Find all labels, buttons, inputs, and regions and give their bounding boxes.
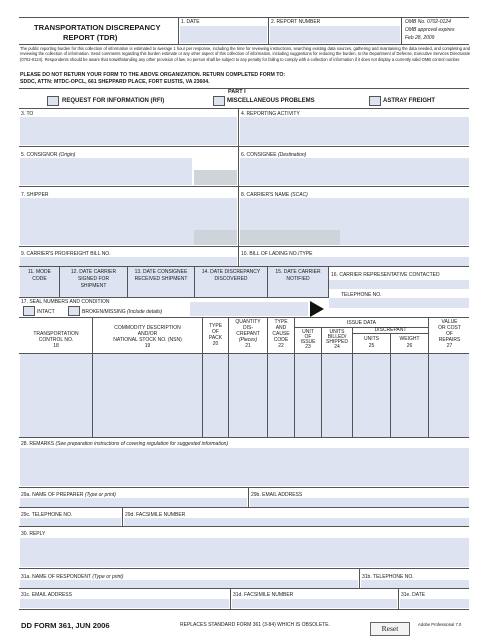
pro-bill-field[interactable] <box>20 257 237 266</box>
report-number-label: 2. REPORT NUMBER <box>271 19 321 25</box>
omb-number: OMB No. 0702-0124 <box>405 19 451 25</box>
cause-header-5: 22 <box>278 343 284 349</box>
value-header-3: OF <box>446 331 453 337</box>
carrier-signed-label-1: 12. DATE CARRIER <box>70 269 117 275</box>
report-number-field[interactable] <box>270 26 400 43</box>
tcn-header-2: CONTROL NO. <box>38 337 74 343</box>
pack-header-3: PACK <box>208 335 223 341</box>
cause-header-2: AND <box>275 325 287 331</box>
carrier-signed-label-3: SHIPMENT <box>80 283 107 289</box>
preparer-fax-label: 29d. FACSIMILE NUMBER <box>125 512 186 518</box>
carrier-notified-label-1: 15. DATE CARRIER <box>275 269 321 275</box>
respondent-name-field[interactable] <box>20 580 358 588</box>
quantity-cell[interactable] <box>229 354 267 437</box>
carrier-rep-field[interactable] <box>329 280 469 289</box>
misc-problems-checkbox[interactable] <box>213 96 225 106</box>
tcn-header-3: 18 <box>53 343 59 349</box>
carrier-rep-phone-field[interactable] <box>329 298 469 308</box>
commodity-header-4: 19 <box>144 343 151 349</box>
seal-intact-checkbox[interactable] <box>23 306 35 316</box>
discrepant-header: DISCREPANT <box>374 327 407 333</box>
units-billed-cell[interactable] <box>322 354 352 437</box>
qty-header-2: DIS- <box>243 325 253 331</box>
cause-header-4: CODE <box>273 337 289 343</box>
respondent-phone-field[interactable] <box>361 580 469 588</box>
date-field[interactable] <box>180 26 267 43</box>
discrepancy-discovered-label-1: 14. DATE DISCREPANCY <box>201 269 261 275</box>
consignee-field[interactable] <box>240 158 469 185</box>
astray-freight-label: ASTRAY FREIGHT <box>383 98 436 104</box>
respondent-date-field[interactable] <box>400 599 469 608</box>
respondent-fax-field[interactable] <box>232 599 397 608</box>
consignee-label: 6. CONSIGNEE (Destination) <box>241 152 307 158</box>
billed-header-1: UNITS <box>329 329 345 335</box>
value-cell[interactable] <box>429 354 469 437</box>
misc-problems-label: MISCELLANEOUS PROBLEMS <box>227 98 315 104</box>
respondent-phone-label: 31b. TELEPHONE NO. <box>362 574 414 580</box>
preparer-phone-field[interactable] <box>20 518 121 526</box>
preparer-fax-field[interactable] <box>124 518 469 526</box>
shipper-label: 7. SHIPPER <box>21 192 49 198</box>
uoi-header-3: ISSUE <box>300 339 316 345</box>
weight-header-2: 26 <box>406 343 413 349</box>
issue-data-header: ISSUE DATA <box>347 320 376 326</box>
carrier-scac-field[interactable] <box>240 230 340 245</box>
reply-label: 30. REPLY <box>21 531 46 537</box>
seal-numbers-field[interactable] <box>190 302 308 316</box>
seal-label: 17. SEAL NUMBERS AND CONDITION <box>21 299 110 305</box>
pack-cell[interactable] <box>203 354 228 437</box>
consignee-received-label-1: 13. DATE CONSIGNEE <box>134 269 188 275</box>
carrier-rep-label: 16. CARRIER REPRESENTATIVE CONTACTED <box>331 272 440 278</box>
preparer-email-label: 29b. EMAIL ADDRESS <box>251 492 303 498</box>
billed-header-2: BILLED/ <box>327 334 347 340</box>
part1-title: PART I <box>228 89 246 95</box>
commodity-header-1: COMMODITY DESCRIPTION <box>114 325 181 331</box>
software-note: Adobe Professional 7.0 <box>418 622 462 627</box>
qty-header-4: (Pieces) <box>238 337 258 343</box>
rfi-label: REQUEST FOR INFORMATION (RFI) <box>62 98 165 104</box>
consignor-label: 5. CONSIGNOR (Origin) <box>21 152 76 158</box>
commodity-header-2: AND/OR <box>137 331 158 337</box>
burden-statement: The public reporting burden for this collection of information is estimated to average 1 hour per response, including the time for reviewing instructions, searching existing data sources, gathering and maintaining the data needed, and completing and reviewing the collection of information. Send comments regarding this burden estimate or any other aspect of this collection of information, including suggestions for reducing the burden, to the Department of Defense, Executive Services Directorate (0702-0124). Respondents should be aware that notwithstanding any other provision of law, no person shall be subject to any penalty for failing to comply with a collection of information if it does not display a currently valid OMB control number. <box>20 46 470 62</box>
units-header-1: UNITS <box>364 336 379 342</box>
bol-label: 10. BILL OF LADING NO./TYPE <box>241 251 313 257</box>
discrepant-units-cell[interactable] <box>353 354 390 437</box>
to-label: 3. TO <box>21 111 34 117</box>
form-title-line1: TRANSPORTATION DISCREPANCY <box>34 23 161 32</box>
cause-header-1: TYPE <box>274 319 288 325</box>
unit-of-issue-cell[interactable] <box>295 354 321 437</box>
remarks-label: 28. REMARKS (See preparation instructions of covering regulation for suggested information) <box>21 441 229 447</box>
arrow-right-icon <box>310 301 324 317</box>
reply-field[interactable] <box>20 538 469 567</box>
carrier-notified-label-2: NOTIFIED <box>286 276 310 282</box>
return-instructions: PLEASE DO NOT RETURN YOUR FORM TO THE ABOVE ORGANIZATION. RETURN COMPLETED FORM TO: <box>20 72 286 78</box>
discrepancy-discovered-label-2: DISCOVERED <box>214 276 248 282</box>
respondent-date-label: 31e. DATE <box>401 592 426 598</box>
billed-header-3: SHIPPED <box>326 339 348 345</box>
discrepant-weight-cell[interactable] <box>391 354 428 437</box>
omb-approval: OMB approval expires <box>405 27 455 33</box>
tcn-header-1: TRANSPORTATION <box>33 331 79 337</box>
mode-code-label-1: 11. MODE <box>28 269 51 275</box>
consignor-code-field[interactable] <box>194 170 237 185</box>
respondent-email-label: 31c. EMAIL ADDRESS <box>21 592 72 598</box>
preparer-email-field[interactable] <box>250 498 469 507</box>
units-header-2: 25 <box>368 343 375 349</box>
to-field[interactable] <box>20 117 237 145</box>
pack-header-2: OF <box>212 329 219 335</box>
cause-header-3: CAUSE <box>272 331 290 337</box>
consignor-field[interactable] <box>20 158 192 185</box>
return-address: SDDC, ATTN: MTDC-OPCL, 661 SHEPPARD PLACE, FORT EUSTIS, VA 23604. <box>20 79 210 85</box>
carrier-name-label: 8. CARRIER'S NAME (SCAC) <box>241 192 308 198</box>
value-header-4: REPAIRS <box>438 337 461 343</box>
pack-header-4: 20 <box>212 341 219 347</box>
seal-broken-checkbox[interactable] <box>68 306 80 316</box>
commodity-cell[interactable] <box>93 354 202 437</box>
astray-freight-checkbox[interactable] <box>369 96 381 106</box>
preparer-phone-label: 29c. TELEPHONE NO. <box>21 512 73 518</box>
pack-header-1: TYPE <box>208 323 223 329</box>
seal-broken-label: BROKEN/MISSING (Include details) <box>82 309 163 315</box>
cause-code-cell[interactable] <box>268 354 294 437</box>
consignee-received-label-2: RECEIVED SHIPMENT <box>134 276 188 282</box>
respondent-fax-label: 31d. FACSIMILE NUMBER <box>233 592 294 598</box>
commodity-header-3: NATIONAL STOCK NO. (NSN) <box>113 337 182 343</box>
replaces-note: REPLACES STANDARD FORM 361 (3-84) WHICH IS OBSOLETE. <box>180 622 330 628</box>
form-id: DD FORM 361, JUN 2006 <box>21 621 110 630</box>
rfi-checkbox[interactable] <box>47 96 59 106</box>
reporting-activity-field[interactable] <box>240 117 469 145</box>
preparer-name-field[interactable] <box>20 498 247 507</box>
carrier-signed-label-2: SIGNED FOR <box>77 276 110 282</box>
billed-header-4: 24 <box>334 344 340 350</box>
uoi-header-1: UNIT <box>302 329 314 335</box>
value-header-2: OR COST <box>438 325 461 331</box>
pro-bill-label: 9. CARRIER'S PRO/FREIGHT BILL NO. <box>21 251 111 257</box>
bol-field[interactable] <box>240 257 469 266</box>
value-header-1: VALUE <box>441 319 458 325</box>
remarks-field[interactable] <box>20 448 469 486</box>
tcn-cell[interactable] <box>20 354 92 437</box>
uoi-header-2: OF <box>304 334 312 340</box>
qty-header-3: CREPANT <box>236 331 260 337</box>
preparer-name-label: 29a. NAME OF PREPARER (Type or print) <box>21 492 116 498</box>
qty-header-1: QUANTITY <box>235 319 261 325</box>
form-title-line2: REPORT (TDR) <box>63 33 118 42</box>
mode-code-label-2: CODE <box>32 276 47 282</box>
shipper-code-field[interactable] <box>194 230 237 245</box>
date-label: 1. DATE <box>181 19 200 25</box>
qty-header-5: 21 <box>245 343 251 349</box>
value-header-5: 27 <box>446 343 453 349</box>
reporting-activity-label: 4. REPORTING ACTIVITY <box>241 111 300 117</box>
respondent-email-field[interactable] <box>20 599 229 608</box>
reset-button[interactable]: Reset <box>370 622 410 636</box>
respondent-name-label: 31a. NAME OF RESPONDENT (Type or print) <box>21 574 124 580</box>
uoi-header-4: 23 <box>305 344 311 350</box>
carrier-rep-phone-label: TELEPHONE NO. <box>341 292 382 298</box>
weight-header-1: WEIGHT <box>399 336 420 342</box>
seal-intact-label: INTACT <box>37 309 55 315</box>
omb-date: Feb 28, 2009 <box>405 35 435 41</box>
